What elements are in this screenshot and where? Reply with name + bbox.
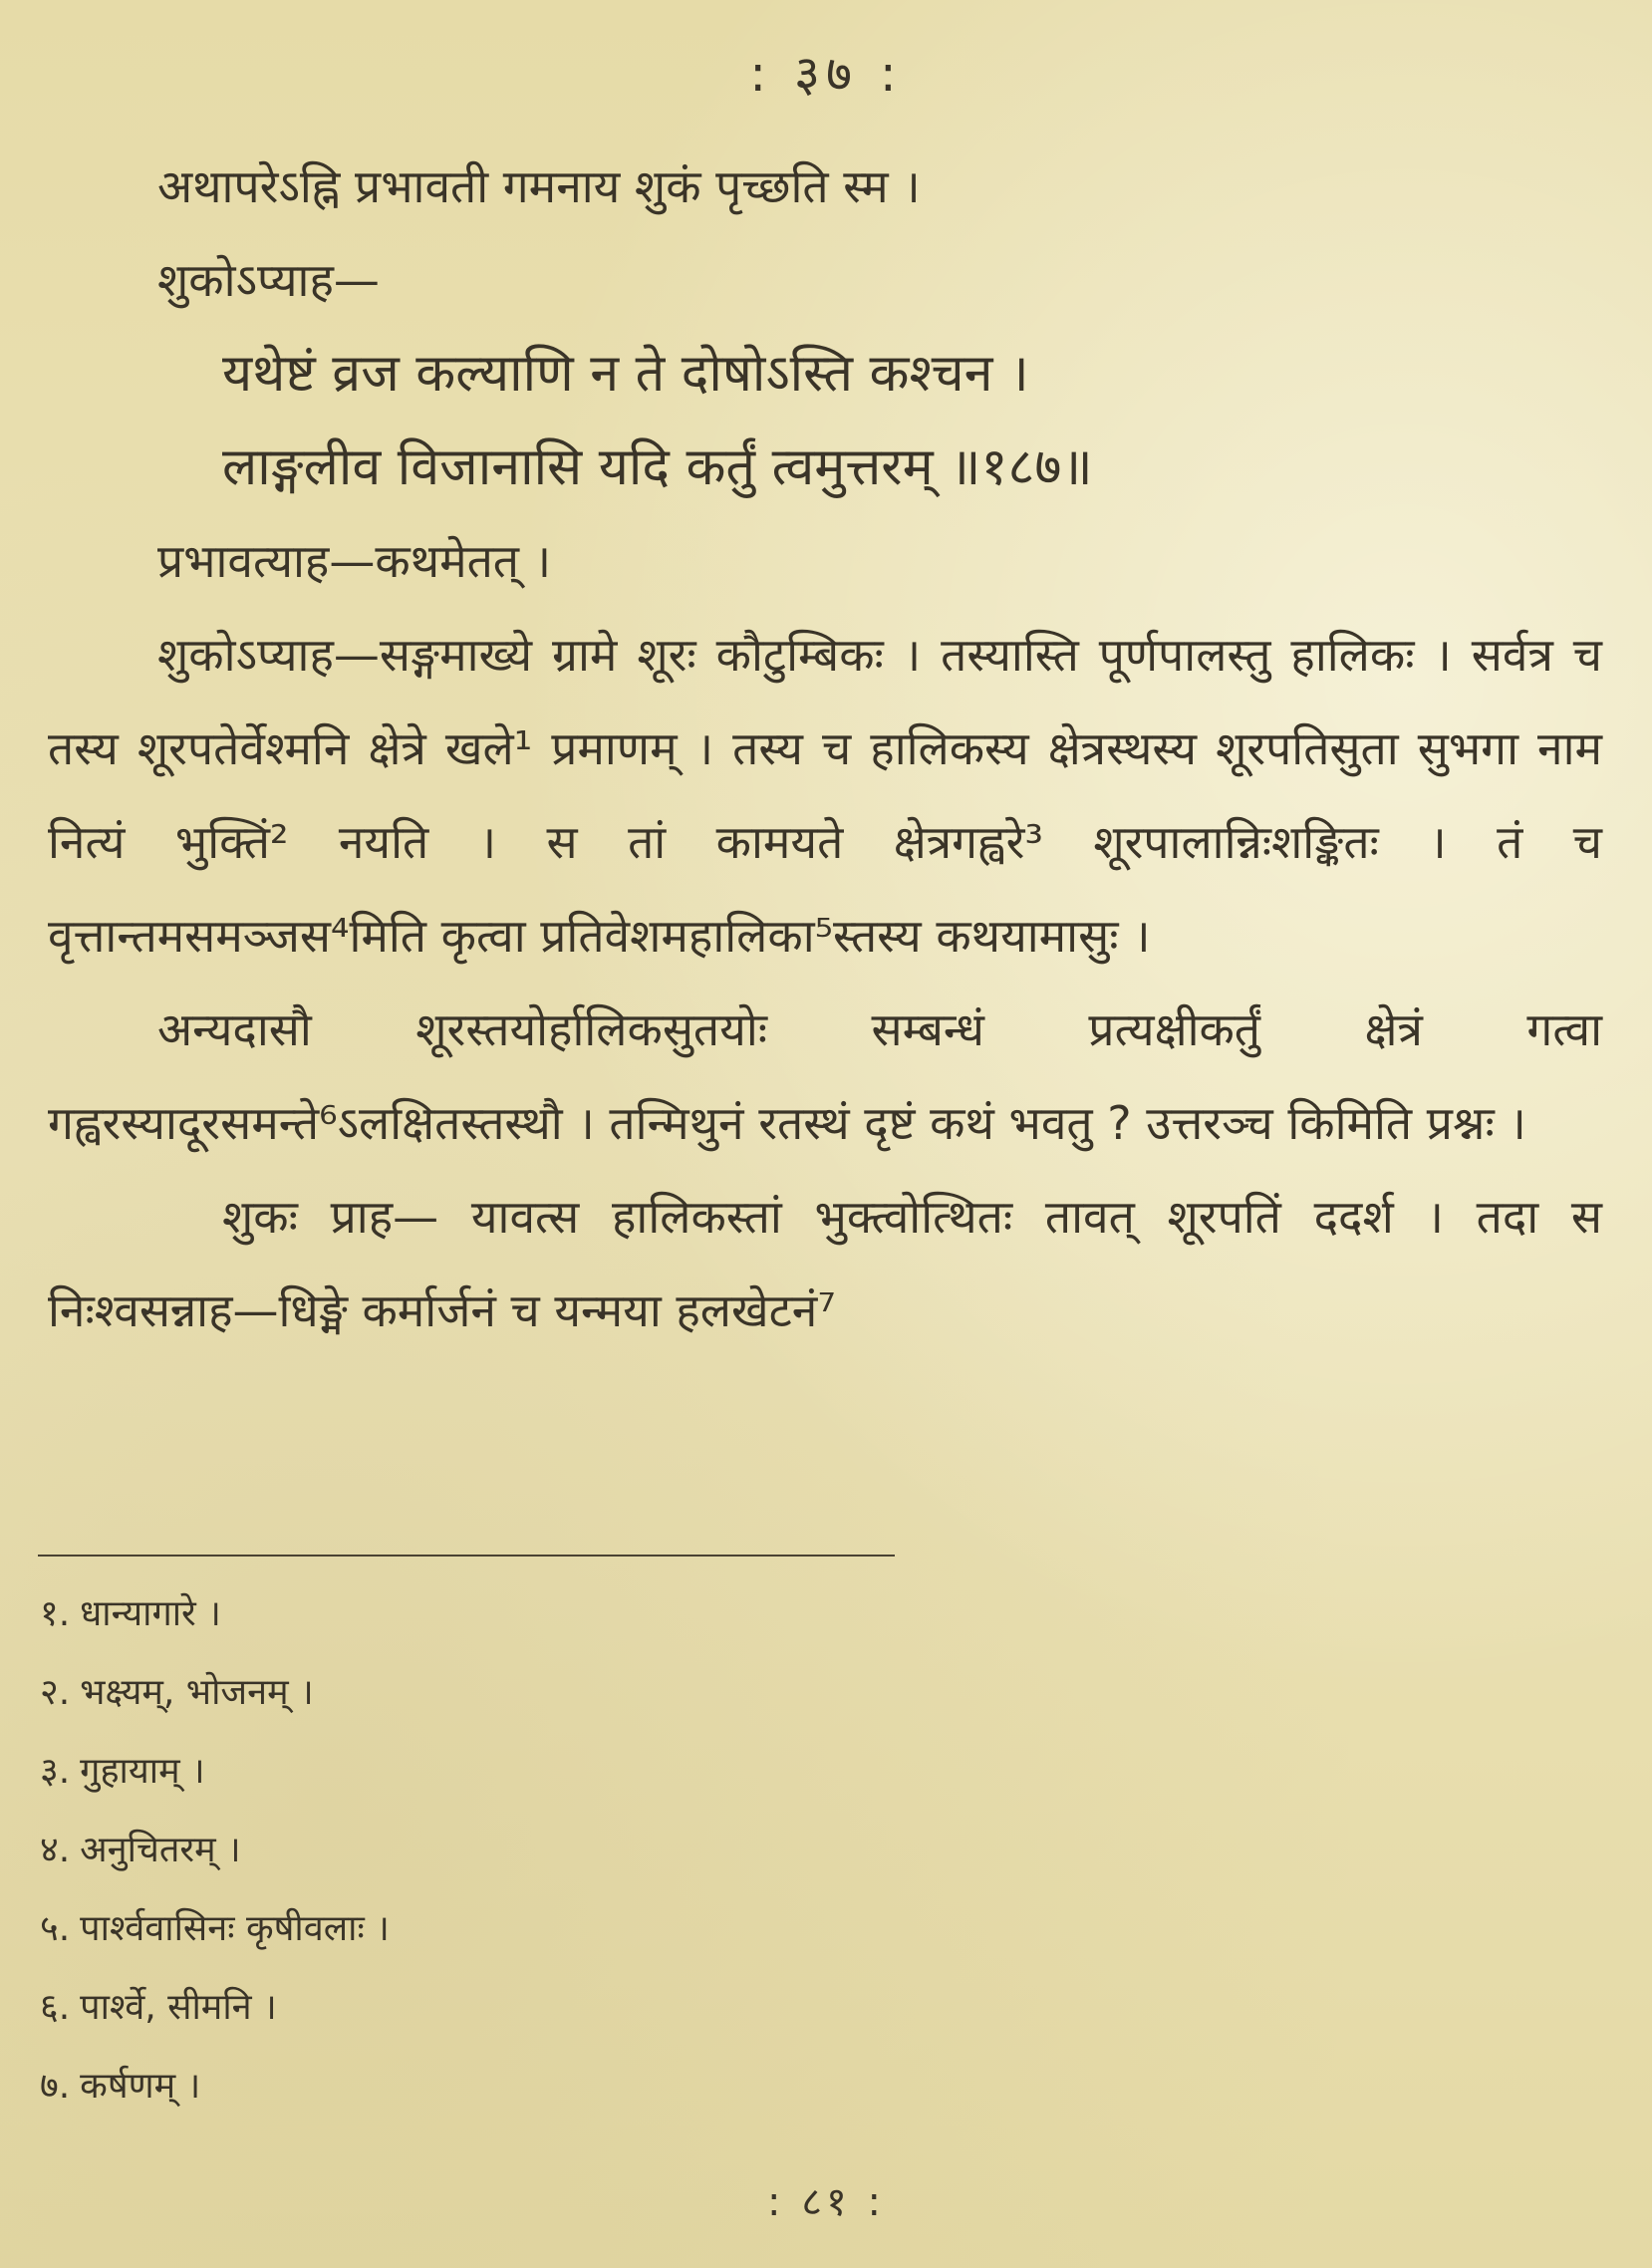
footnote-item [40,2047,390,2126]
footnote-number: ५. [40,1908,71,1949]
paragraph-3: प्रभावत्याह—कथमेतत् । [157,534,552,588]
footnote-number: ४. [40,1830,71,1870]
footnote-text: पार्श्वे, सीमनि । [80,1987,277,2028]
footnote-item [40,1889,390,1968]
footnote-number: २. [40,1672,71,1713]
footnote-text: पार्श्ववासिनः कृषीवलाः । [80,1908,390,1949]
footnote-item [40,1968,390,2047]
footnote-item [40,1653,390,1732]
footnote-item [40,1811,390,1889]
page-footer-number: : ८१ : [767,2179,885,2225]
paragraph-1: अथापरेऽह्नि प्रभावती गमनाय शुकं पृच्छति स्म । [157,159,921,213]
verse-line-1: यथेष्टं व्रज कल्याणि न ते दोषोऽस्ति कश्चन । [222,344,1029,404]
footnote-text: कर्षणम् । [80,2066,201,2107]
paragraph-4: शुकोऽप्याह—सङ्गमाख्ये ग्रामे शूरः कौटुम्बिकः । तस्यास्ति पूर्णपालस्तु हालिकः । सर्वत्र च तस्य शूरपतेर्वेश्मनि क्षेत्रे खले¹ प्रमाणम् । तस्य च हालिकस्य क्षेत्रस्थस्य शूरपतिसुता सुभगा नाम नित्यं भुक्तिं² नयति । स तां कामयते क्षेत्रगह्वरे³ शूरपालान्निःशङ्कितः । तं च वृत्तान्तमसमञ्जस⁴मिति कृत्वा प्रतिवेशमहालिका⁵स्तस्य कथयामासुः । [48,628,1602,963]
footnote-item [40,1574,390,1653]
footnote-number: ६. [40,1987,71,2028]
footnote-text: गुहायाम् । [80,1751,205,1792]
paragraph-2: शुकोऽप्याह— [157,253,380,307]
footnote-text: अनुचितरम् । [80,1830,241,1870]
main-text [48,140,1602,1357]
footnote-text: भक्ष्यम्, भोजनम् । [80,1672,314,1713]
paragraph-6: शुकः प्राह— यावत्स हालिकस्तां भुक्त्वोत्थितः तावत् शूरपतिं ददर्श । तदा स निःश्वसन्नाह—धिङ्मे कर्मार्जनं च यन्मया हलखेटनं⁷ [48,1190,1602,1337]
footnote-divider [38,1555,895,1557]
footnote-item [40,1732,390,1811]
footnote-number: ३. [40,1751,71,1792]
footnotes-list [40,1574,390,2126]
footnote-text: धान्यागारे । [80,1593,221,1634]
paragraph-5: अन्यदासौ शूरस्तयोर्हालिकसुतयोः सम्बन्धं प्रत्यक्षीकर्तुं क्षेत्रं गत्वा गह्वरस्यादूरसमन्ते⁶ऽलक्षितस्तस्थौ । तन्मिथुनं रतस्थं दृष्टं कथं भवतु ? उत्तरञ्च किमिति प्रश्नः । [48,1002,1603,1150]
footnote-number: ७. [40,2066,71,2107]
verse-line-2: लाङ्गलीव विजानासि यदि कर्तुं त्वमुत्तरम् ॥१८७॥ [222,437,1093,497]
page-header-number: : ३७ : [749,45,903,103]
footnote-number: १. [40,1593,71,1634]
